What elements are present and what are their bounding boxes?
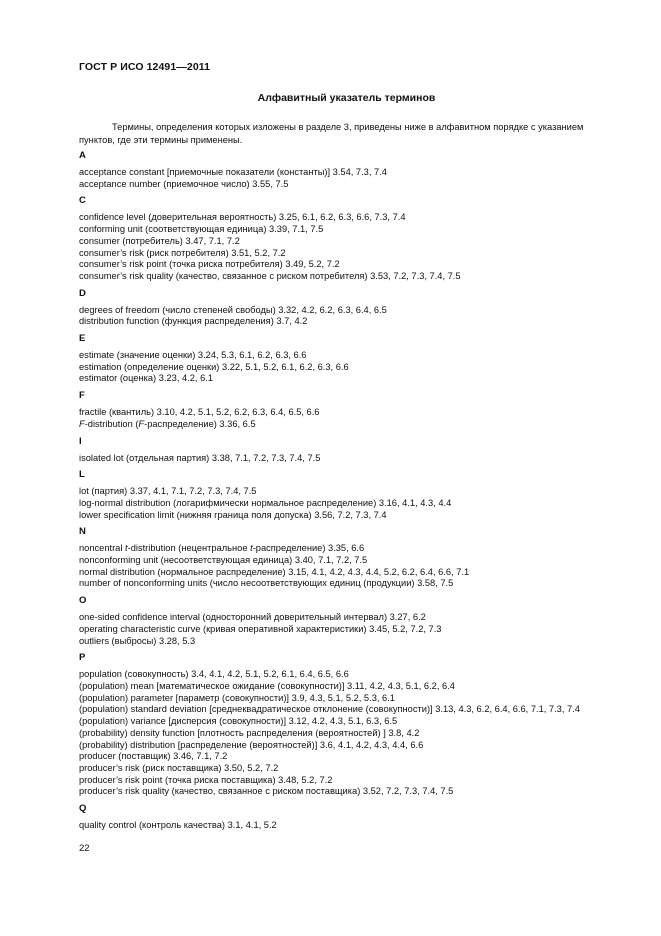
section-letter: C — [79, 195, 86, 207]
index-entry: consumer’s risk (риск потребителя) 3.51, 5.2, 7.2 — [79, 247, 286, 258]
index-entry: (probability) distribution [распределение (вероятностей)] 3.6, 4.1, 4.2, 4.3, 4.4, 6.6 — [79, 739, 424, 750]
index-section-l — [79, 469, 639, 521]
index-entry: acceptance number (приемочное число) 3.55, 7.5 — [79, 178, 289, 189]
index-entry: producer’s risk point (точка риска поставщика) 3.48, 5.2, 7.2 — [79, 774, 333, 785]
index-entry: (population) standard deviation [среднеквадратическое отклонение (совокупности)] 3.13, 4.3, 6.2, 6.4, 6.6, 7.1, 7.3, 7.4 — [79, 704, 580, 715]
index-entry: operating characteristic curve (кривая оперативной характеристики) 3.45, 5.2, 7.2, 7.3 — [79, 623, 442, 634]
term-index — [79, 150, 639, 837]
index-entry: noncentral t-distribution (нецентральное t-распределение) 3.35, 6.6 — [79, 543, 365, 554]
index-section-f — [79, 390, 639, 430]
index-entry: population (совокупность) 3.4, 4.1, 4.2, 5.1, 5.2, 6.1, 6.4, 6.5, 6.6 — [79, 669, 349, 680]
index-section-p — [79, 652, 639, 798]
index-entry: number of nonconforming units (число несоответствующих единиц (продукции) 3.58, 7.5 — [79, 578, 454, 589]
index-entry: estimate (значение оценки) 3.24, 5.3, 6.1, 6.2, 6.3, 6.6 — [79, 350, 307, 361]
section-letter: O — [79, 595, 87, 607]
index-entry: producer’s risk quality (качество, связанное с риском поставщика) 3.52, 7.2, 7.3, 7.4, 7.5 — [79, 786, 454, 797]
index-entry: confidence level (доверительная вероятность) 3.25, 6.1, 6.2, 6.3, 6.6, 7.3, 7.4 — [79, 212, 406, 223]
index-section-n — [79, 526, 639, 590]
section-letter: I — [79, 435, 82, 447]
index-entry: producer’s risk (риск поставщика) 3.50, 5.2, 7.2 — [79, 762, 279, 773]
index-entry: isolated lot (отдельная партия) 3.38, 7.1, 7.2, 7.3, 7.4, 7.5 — [79, 452, 321, 463]
index-section-a — [79, 150, 639, 190]
index-entry: conforming unit (соответствующая единица) 3.39, 7.1, 7.5 — [79, 224, 324, 235]
index-entry: acceptance constant [приемочные показатели (константы)] 3.54, 7.3, 7.4 — [79, 167, 387, 177]
document-header: ГОСТ Р ИСО 12491—2011 — [79, 61, 211, 73]
index-entry: (probability) density function [плотность распределения (вероятностей) ] 3.8, 4.2 — [79, 727, 420, 738]
index-entry: degrees of freedom (число степеней свободы) 3.32, 4.2, 6.2, 6.3, 6.4, 6.5 — [79, 304, 387, 315]
section-letter: F — [79, 390, 85, 402]
section-letter: Q — [79, 803, 87, 815]
index-entry: (population) variance [дисперсия (совокупности)] 3.12, 4.2, 4.3, 5.1, 6.3, 6.5 — [79, 716, 398, 727]
index-entry: nonconforming unit (несоответствующая единица) 3.40, 7.1, 7.2, 7.5 — [79, 555, 368, 566]
index-section-o — [79, 595, 639, 647]
page-number: 22 — [79, 843, 90, 854]
index-entry: consumer’s risk quality (качество, связанное с риском потребителя) 3.53, 7.2, 7.3, 7.4, 7.5 — [79, 270, 461, 281]
index-section-i — [79, 436, 639, 465]
index-entry: (population) mean [математическое ожидание (совокупности)] 3.11, 4.2, 4.3, 5.1, 6.2, 6.4 — [79, 680, 455, 691]
index-entry: producer (поставщик) 3.46, 7.1, 7.2 — [79, 751, 228, 762]
index-entry: lot (партия) 3.37, 4.1, 7.1, 7.2, 7.3, 7.4, 7.5 — [79, 486, 257, 497]
index-entry: outliers (выбросы) 3.28, 5.3 — [79, 635, 196, 646]
section-letter: N — [79, 526, 86, 538]
index-entry: F-distribution (F-распределение) 3.36, 6.5 — [79, 418, 256, 429]
index-entry: normal distribution (нормальное распределение) 3.15, 4.1, 4.2, 4.3, 4.4, 5.2, 6.2, 6.4, 6.6, 7.1 — [79, 566, 470, 577]
index-entry: fractile (квантиль) 3.10, 4.2, 5.1, 5.2, 6.2, 6.3, 6.4, 6.5, 6.6 — [79, 407, 320, 418]
index-entry: quality control (контроль качества) 3.1, 4.1, 5.2 — [79, 820, 277, 831]
index-entry: log-normal distribution (логарифмически нормальное распределение) 3.16, 4.1, 4.3, 4.4 — [79, 497, 452, 508]
section-letter: D — [79, 287, 86, 299]
index-entry: one-sided confidence interval (односторонний доверительный интервал) 3.27, 6.2 — [79, 612, 426, 623]
intro-paragraph: Термины, определения которых изложены в разделе 3, приведены ниже в алфавитном порядке с указанием пунктов, где эти термины применены. — [79, 122, 584, 145]
index-entry: estimator (оценка) 3.23, 4.2, 6.1 — [79, 373, 214, 384]
index-section-d — [79, 288, 639, 328]
index-entry: lower specification limit (нижняя граница поля допуска) 3.56, 7.2, 7.3, 7.4 — [79, 509, 387, 520]
index-entry: distribution function (функция распределения) 3.7, 4.2 — [79, 316, 308, 327]
index-section-q — [79, 803, 639, 832]
section-letter: L — [79, 469, 85, 481]
index-section-c — [79, 195, 639, 282]
index-entry: consumer (потребитель) 3.47, 7.1, 7.2 — [79, 235, 240, 246]
index-entry: estimation (определение оценки) 3.22, 5.1, 5.2, 6.1, 6.2, 6.3, 6.6 — [79, 361, 349, 372]
section-letter: E — [79, 333, 86, 345]
index-entry: (population) parameter [параметр (совокупности)] 3.9, 4.3, 5.1, 5.2, 5.3, 6.1 — [79, 692, 395, 703]
index-section-e — [79, 333, 639, 385]
section-letter: A — [79, 150, 86, 161]
index-title: Алфавитный указатель терминов — [257, 92, 436, 104]
section-letter: P — [79, 652, 86, 664]
index-entry: consumer’s risk point (точка риска потребителя) 3.49, 5.2, 7.2 — [79, 259, 340, 270]
